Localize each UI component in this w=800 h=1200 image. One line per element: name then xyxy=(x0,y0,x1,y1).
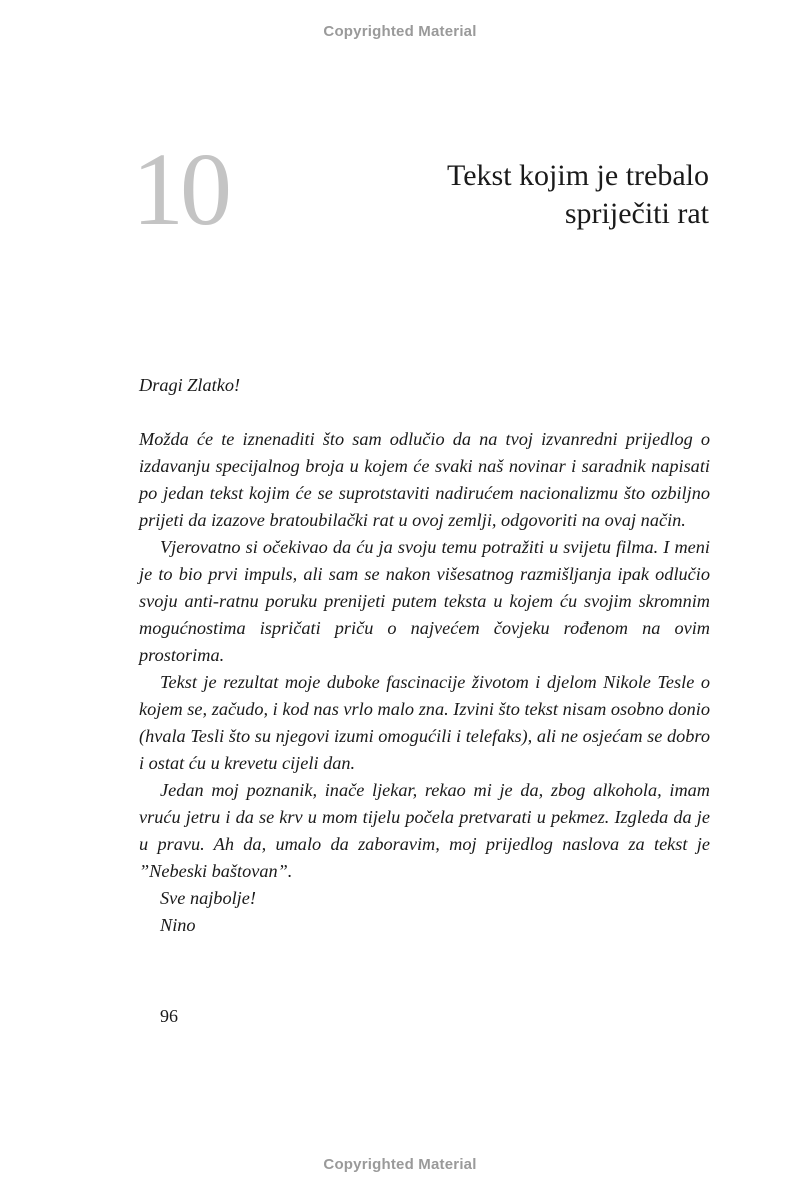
letter-paragraph: Vjerovatno si očekivao da ću ja svoju temu potražiti u svijetu filma. I meni je to bio prvi impuls, ali sam se nakon višesatnog razmišljanja ipak odlučio svoju anti-ratnu poruku prenijeti putem teksta u kojem ću svojim skromnim mogućnostima ispričati priču o najvećem čovjeku rođenom na ovim prostorima. xyxy=(139,537,710,665)
copyright-watermark-bottom: Copyrighted Material xyxy=(323,1156,477,1173)
letter-closing: Sve najbolje! xyxy=(160,888,256,908)
letter-paragraph: Tekst je rezultat moje duboke fascinacije životom i djelom Nikole Tesle o kojem se, začudo, i kod nas vrlo malo zna. Izvini što tekst nisam osobno donio (hvala Tesli što su njegovi izumi omogućili i telefaks), ali ne osjećam se dobro i ostat ću u krevetu cijeli dan. xyxy=(139,672,710,773)
letter-paragraph: Možda će te iznenaditi što sam odlučio da na tvoj izvanredni prijedlog o izdavanju specijalnog broja u kojem će svaki naš novinar i saradnik napisati po jedan tekst kojim će se suprotstaviti nadirućem nacionalizmu što ozbiljno prijeti da izazove bratoubilački rat u ovoj zemlji, odgovoriti na ovaj način. xyxy=(139,429,710,530)
copyright-watermark-top: Copyrighted Material xyxy=(323,23,477,40)
chapter-title-line-1: Tekst kojim je trebalo xyxy=(446,159,709,192)
letter-signature: Nino xyxy=(160,915,196,935)
letter-body xyxy=(139,372,710,939)
chapter-title xyxy=(369,157,709,233)
letter-salutation: Dragi Zlatko! xyxy=(139,375,241,395)
chapter-number: 10 xyxy=(132,132,228,247)
chapter-title-line-2: spriječiti rat xyxy=(564,197,709,230)
page-number: 96 xyxy=(160,1006,178,1026)
letter-paragraph: Jedan moj poznanik, inače ljekar, rekao mi je da, zbog alkohola, imam vruću jetru i da se krv u mom tijelu počela pretvarati u pekmez. Izgleda da je u pravu. Ah da, umalo da zaboravim, moj prijedlog naslova za tekst je ”Nebeski baštovan”. xyxy=(139,780,710,881)
